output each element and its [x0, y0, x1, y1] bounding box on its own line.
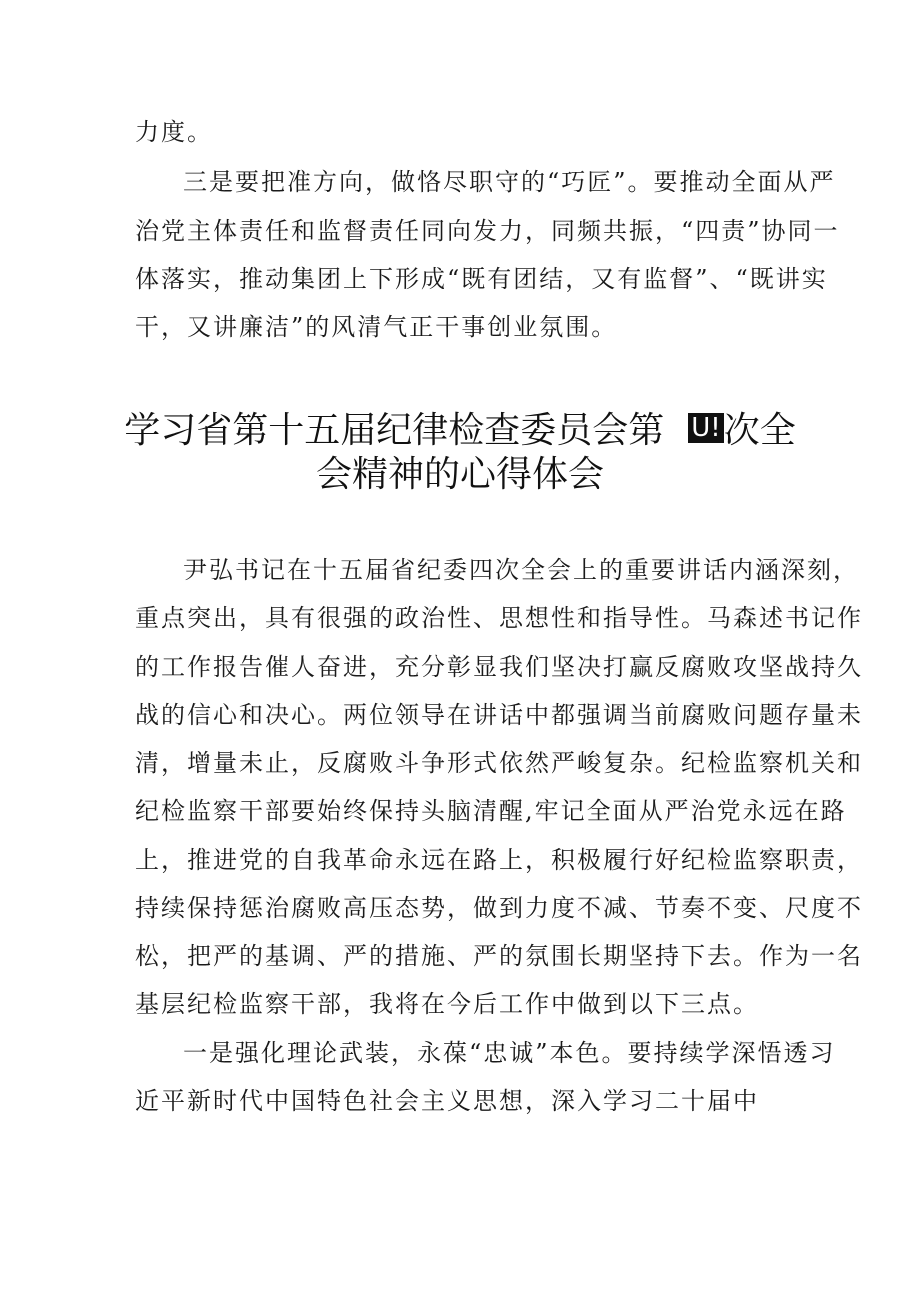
- text-line: 体落实，推动集团上下形成“既有团结，又有监督”、“既讲实: [135, 265, 828, 293]
- article-title-line-1: [0, 409, 920, 453]
- text-line: 纪检监察干部要始终保持头脑清醒,牢记全面从严治党永远在路: [135, 797, 847, 825]
- text-line: 基层纪检监察干部，我将在今后工作中做到以下三点。: [135, 990, 759, 1018]
- text-line: 松，把严的基调、严的措施、严的氛围长期坚持下去。作为一名: [135, 942, 863, 970]
- text-line: 战的信心和决心。两位领导在讲话中都强调当前腐败问题存量未: [135, 701, 863, 729]
- article-title-line-2: 会精神的心得体会: [315, 454, 604, 495]
- text-line: 治党主体责任和监督责任同向发力，同频共振，“四责”协同一: [135, 217, 840, 245]
- text-line: 持续保持惩治腐败高压态势，做到力度不减、节奏不变、尺度不: [135, 894, 863, 922]
- title-glitch-mark: U!: [688, 413, 723, 443]
- text-line: 一是强化理论武装，永葆“忠诚”本色。要持续学深悟透习: [183, 1039, 836, 1067]
- text-line: 近平新时代中国特色社会主义思想，深入学习二十届中: [135, 1087, 759, 1115]
- text-line: 的工作报告催人奋进，充分彰显我们坚决打赢反腐败攻坚战持久: [135, 653, 863, 681]
- text-line: 上，推进党的自我革命永远在路上，积极履行好纪检监察职责，: [135, 846, 863, 874]
- text-line: 干，又讲廉洁”的风清气正干事创业氛围。: [135, 313, 618, 341]
- text-line: 三是要把准方向，做恪尽职守的“巧匠”。要推动全面从严: [183, 168, 836, 196]
- text-line: 清，增量未止，反腐败斗争形式依然严峻复杂。纪检监察机关和: [135, 749, 863, 777]
- text-line: 尹弘书记在十五届省纪委四次全会上的重要讲话内涵深刻，: [183, 556, 859, 584]
- text-line: 力度。: [135, 118, 213, 146]
- title-text-part-1: 学习省第十五届纪律检查委员会第: [124, 410, 665, 451]
- text-line: 重点突出，具有很强的政治性、思想性和指导性。马森述书记作: [135, 604, 863, 632]
- title-text-part-2: 次全: [723, 410, 796, 451]
